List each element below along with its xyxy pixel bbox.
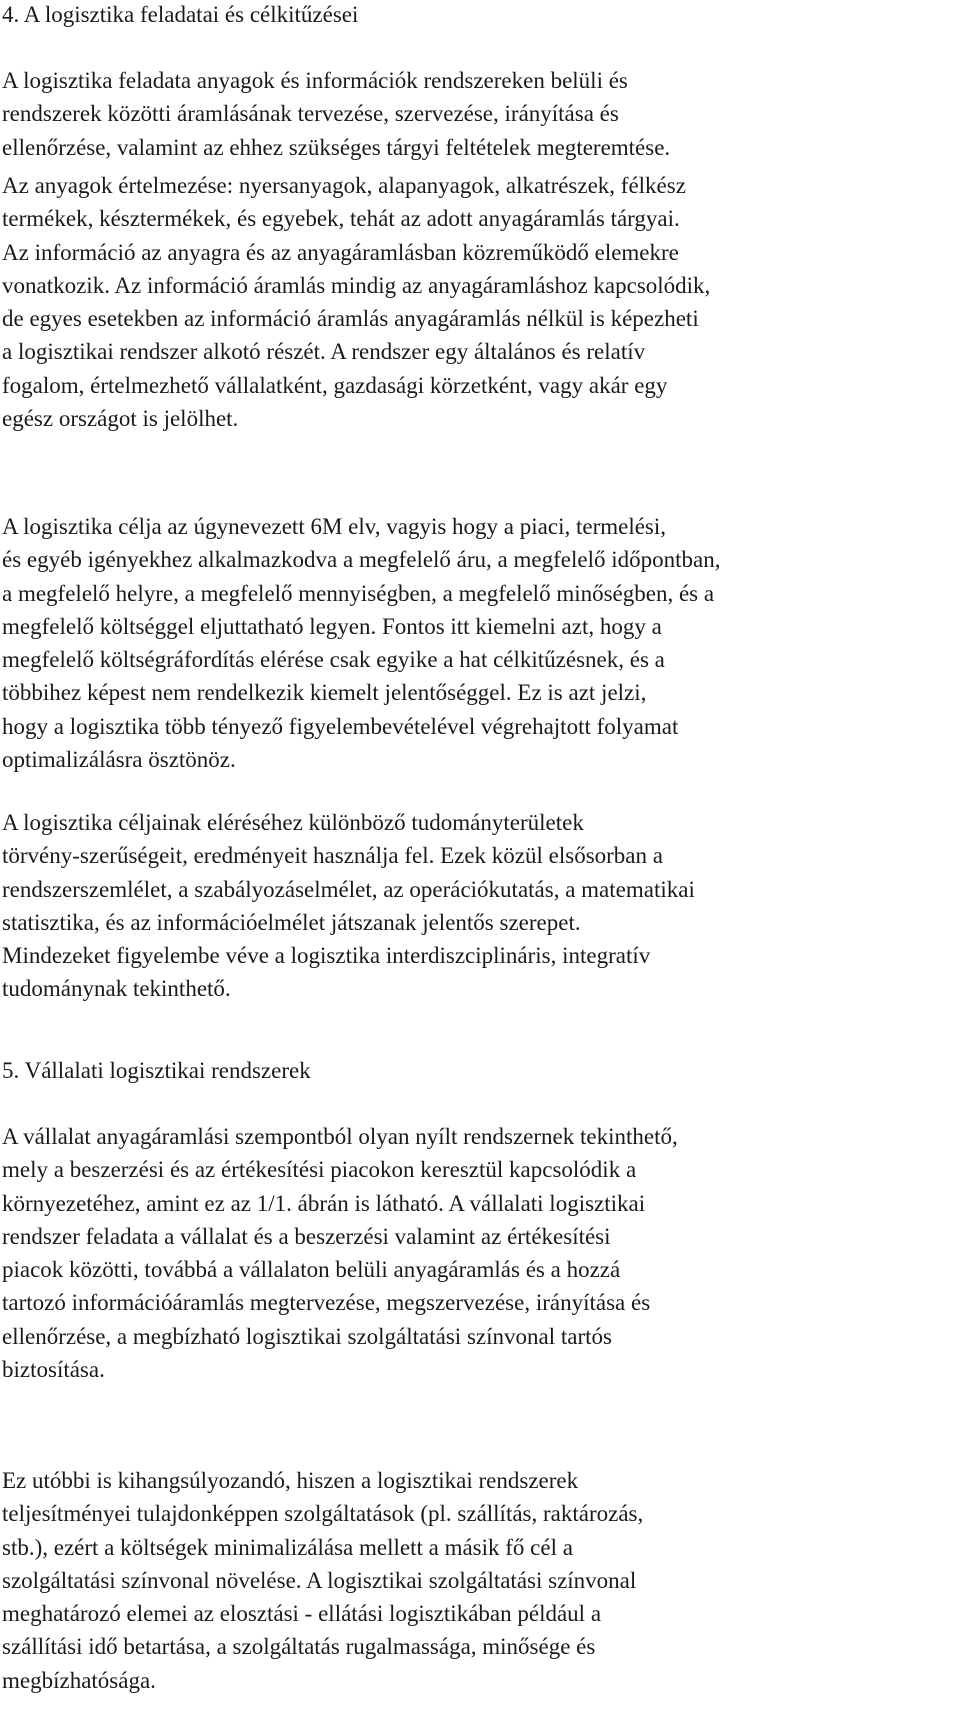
text-line: ellenőrzése, valamint az ehhez szükséges tárgyi feltételek megteremtése. (2, 134, 671, 160)
text-line: többihez képest nem rendelkezik kiemelt jelentőséggel. Ez is azt jelzi, (2, 680, 647, 706)
text-line: meghatározó elemei az elosztási - ellátási logisztikában például a (2, 1601, 602, 1627)
paragraph (2, 169, 710, 435)
text-line: A logisztika céljainak eléréséhez különböző tudományterületek (2, 810, 584, 835)
text-line: és egyéb igényekhez alkalmazkodva a megfelelő áru, a megfelelő időpontban, (2, 547, 721, 573)
text-line: hogy a logisztika több tényező figyelembevételével végrehajtott folyamat (2, 713, 679, 739)
text-line: de egyes esetekben az információ áramlás anyagáramlás nélkül is képezheti (2, 306, 699, 332)
text-line: termékek, késztermékek, és egyebek, tehát az adott anyagáramlás tárgyai. (2, 206, 680, 232)
text-line: megbízhatósága. (2, 1667, 156, 1693)
text-line: A logisztika feladata anyagok és információk rendszereken belüli és (2, 68, 628, 93)
text-line: mely a beszerzési és az értékesítési piacokon keresztül kapcsolódik a (2, 1157, 637, 1183)
text-line: a megfelelő helyre, a megfelelő mennyiségben, a megfelelő minőségben, és a (2, 580, 715, 606)
text-line: megfelelő költséggel eljuttatható legyen. Fontos itt kiemelni azt, hogy a (2, 613, 662, 639)
paragraph (2, 510, 720, 776)
text-line: teljesítményei tulajdonképpen szolgáltatások (pl. szállítás, raktározás, (2, 1501, 644, 1527)
text-line: biztosítása. (2, 1357, 105, 1383)
section-heading: 5. Vállalati logisztikai rendszerek (2, 1058, 311, 1083)
text-line: rendszer feladata a vállalat és a beszerzési valamint az értékesítési (2, 1223, 611, 1249)
paragraph (2, 1120, 678, 1386)
paragraph (2, 1464, 643, 1697)
text-line: rendszerszemlélet, a szabályozáselmélet, az operációkutatás, a matematikai (2, 876, 695, 902)
text-line: törvény-szerűségeit, eredményeit használja fel. Ezek közül elsősorban a (2, 843, 663, 869)
text-line: A logisztika célja az úgynevezett 6M elv, vagyis hogy a piaci, termelési, (2, 514, 667, 539)
paragraph (2, 64, 670, 164)
text-line: Az információ az anyagra és az anyagáramlásban közreműködő elemekre (2, 239, 679, 265)
text-line: vonatkozik. Az információ áramlás mindig az anyagáramláshoz kapcsolódik, (2, 272, 711, 298)
text-line: fogalom, értelmezhető vállalatként, gazdasági körzetként, vagy akár egy (2, 372, 668, 398)
text-line: Ez utóbbi is kihangsúlyozandó, hiszen a logisztikai rendszerek (2, 1468, 579, 1493)
text-line: környezetéhez, amint ez az 1/1. ábrán is látható. A vállalati logisztikai (2, 1190, 646, 1216)
text-line: stb.), ezért a költségek minimalizálása mellett a másik fő cél a (2, 1534, 573, 1560)
text-line: rendszerek közötti áramlásának tervezése, szervezése, irányítása és (2, 101, 619, 127)
text-line: a logisztikai rendszer alkotó részét. A rendszer egy általános és relatív (2, 339, 646, 365)
text-line: tudománynak tekinthető. (2, 976, 231, 1002)
text-line: optimalizálásra ösztönöz. (2, 747, 236, 773)
text-line: Az anyagok értelmezése: nyersanyagok, alapanyagok, alkatrészek, félkész (2, 173, 686, 198)
text-line: egész országot is jelölhet. (2, 406, 239, 432)
text-line: statisztika, és az információelmélet játszanak jelentős szerepet. (2, 909, 581, 935)
text-line: piacok közötti, továbbá a vállalaton belüli anyagáramlás és a hozzá (2, 1257, 621, 1283)
section-heading: 4. A logisztika feladatai és célkitűzései (2, 2, 359, 27)
text-line: Mindezeket figyelembe véve a logisztika interdiszciplináris, integratív (2, 943, 651, 969)
text-line: szolgáltatási színvonal növelése. A logisztikai szolgáltatási színvonal (2, 1567, 637, 1593)
text-line: ellenőrzése, a megbízható logisztikai szolgáltatási színvonal tartós (2, 1323, 612, 1349)
text-line: tartozó információáramlás megtervezése, megszervezése, irányítása és (2, 1290, 651, 1316)
text-line: A vállalat anyagáramlási szempontból olyan nyílt rendszernek tekinthető, (2, 1124, 678, 1149)
paragraph (2, 806, 695, 1006)
text-line: megfelelő költségráfordítás elérése csak egyike a hat célkitűzésnek, és a (2, 647, 665, 673)
text-line: szállítási idő betartása, a szolgáltatás rugalmassága, minősége és (2, 1634, 596, 1660)
